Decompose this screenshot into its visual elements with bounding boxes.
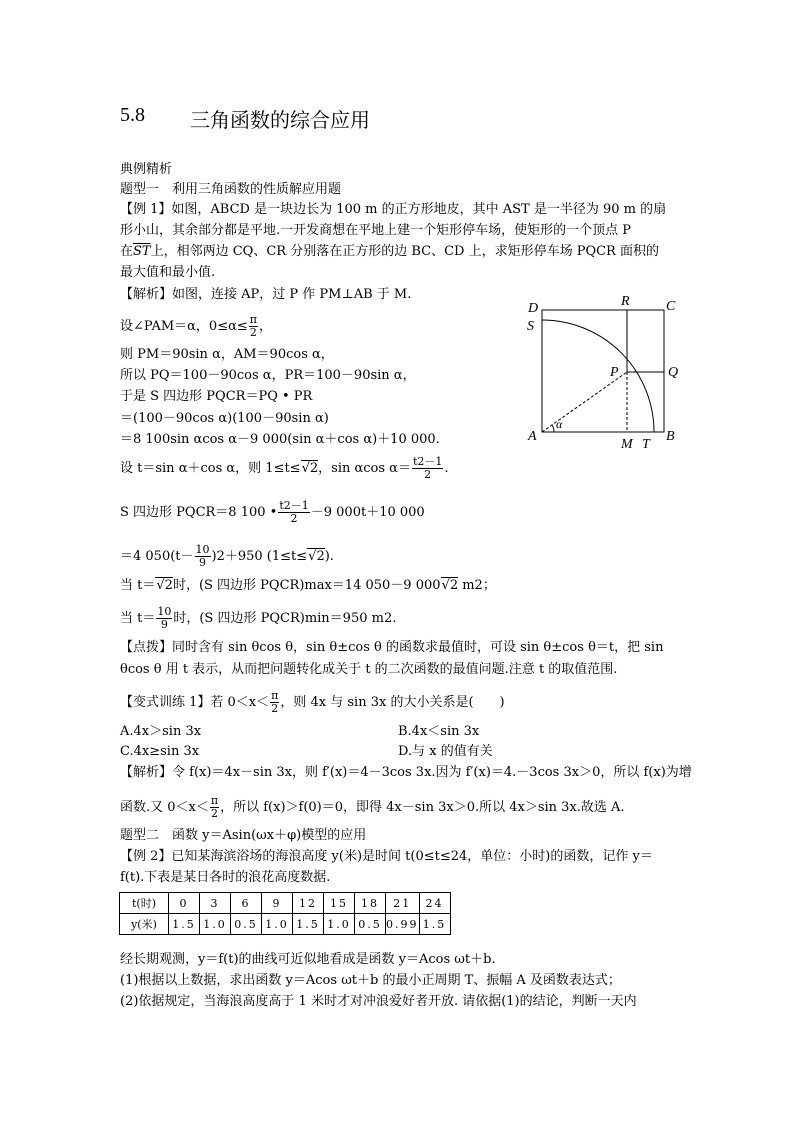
table-header-time: t(时): [120, 893, 169, 914]
square-sector-figure: [520, 292, 690, 454]
table-header-height: y(米): [120, 914, 169, 935]
option-b: B.4x＜sin 3x: [398, 724, 480, 739]
option-d: D.与 x 的值有关: [398, 744, 493, 759]
example-2-label: 【例 2】: [120, 849, 172, 864]
topic-two-title: 题型二 函数 y＝Asin(ωx＋φ)模型的应用: [120, 828, 367, 843]
tail-line-2: (1)根据以上数据，求出函数 y＝Acos ωt＋b 的最小正周期 T、振幅 A 及函数表达式；: [120, 973, 621, 988]
sqrt-2: √2: [301, 461, 319, 476]
label-p: P: [610, 365, 619, 380]
topic-one-title: 题型一 利用三角函数的性质解应用题: [120, 182, 342, 197]
solution-1-line-5: 于是 S 四边形 PQCR＝PQ • PR: [120, 389, 313, 404]
rectangle-pqcr: [627, 310, 664, 372]
label-b: B: [666, 429, 675, 444]
solution-2-line-2: 函数.又 0＜x＜ $\frac{\pi}{2}$ ，所以 f(x)＞f(0)＝0，即得 4x－sin 3x＞0.所以 4x＞sin 3x.故选 A.: [120, 794, 625, 820]
variant-1-label: 【变式训练 1】: [120, 695, 211, 710]
solution-1-line-4: 所以 PQ＝100－90cos α，PR＝100－90sin α，: [120, 368, 416, 383]
solution-1-line-7: ＝8 100sin αcos α－9 000(sin α＋cos α)＋10 000.: [120, 432, 440, 447]
solution-2-label: 【解析】: [120, 765, 173, 780]
wave-height-table: [119, 892, 451, 935]
section-number: 5.8: [120, 104, 145, 126]
label-alpha: α: [556, 417, 563, 431]
example-2-line-2: f(t).下表是某日各时的浪花高度数据.: [120, 870, 331, 885]
solution-2-line-1: 【解析】令 f(x)＝4x－sin 3x，则 f′(x)＝4－3cos 3x.因为 f′(x)＝4.－3cos 3x＞0，所以 f(x)为增: [120, 765, 692, 780]
section-title: 三角函数的综合应用: [190, 108, 370, 132]
sector-arc: [542, 320, 654, 432]
solution-1-line-10: ＝4 050(t－ $\frac{10}{9}$ )2＋950 (1≤t≤√2).: [120, 543, 334, 569]
example-2-line-1: 【例 2】已知某海滨浴场的海浪高度 y(米)是时间 t(0≤t≤24，单位：小时)的函数，记作 y＝: [120, 849, 653, 864]
arc-st: $\overline{ST}$: [133, 244, 151, 259]
example-1-line-2: 形小山，其余部分都是平地.一开发商想在平地上建一个矩形停车场，使矩形的一个顶点 P: [120, 223, 632, 238]
variant-1-stem: 【变式训练 1】若 0＜x＜ $\frac{\pi}{2}$ ，则 4x 与 sin 3x 的大小关系是( ): [120, 689, 505, 715]
tail-line-3: (2)依据规定，当海浪高度高于 1 米时才对冲浪爱好者开放. 请依据(1)的结论，判断一天内: [120, 994, 637, 1009]
label-d: D: [528, 301, 539, 316]
example-1-line-4: 最大值和最小值.: [120, 265, 216, 280]
solution-1-line-2: 设∠PAM＝α，0≤α≤ $\frac{\pi}{2}$ ，: [120, 313, 273, 339]
table-row: t(时) 0 3 6 9 12 15 18 21 24: [120, 893, 451, 914]
option-c: C.4x≥sin 3x: [120, 744, 200, 759]
fraction-10-over-9: $\frac{10}{9}$: [195, 543, 210, 569]
tip-label: 【点拨】: [120, 640, 173, 655]
tip-line-1: 【点拨】同时含有 sin θcos θ，sin θ±cos θ 的函数求最值时，可设 sin θ±cos θ＝t，把 sin: [120, 640, 664, 655]
heading-examples: 典例精析: [120, 162, 173, 177]
fraction-pi-over-2: $\frac{\pi}{2}$: [249, 313, 257, 339]
label-t: T: [642, 437, 650, 452]
solution-1-line-9: S 四边形 PQCR＝8 100 • $\frac{t2-1}{2}$ －9 000t＋10 000: [120, 499, 425, 525]
solution-1-label: 【解析】: [120, 287, 173, 302]
tip-line-2: θcos θ 用 t 表示，从而把问题转化成关于 t 的二次函数的最值问题.注意 t 的取值范围.: [120, 662, 618, 677]
fraction-t2m1-over-2-b: $\frac{t2-1}{2}$: [279, 499, 309, 525]
solution-1-line-6: ＝(100－90cos α)(100－90sin α): [120, 411, 329, 426]
table-row: y(米) 1.5 1.0 0.5 1.0 1.5 1.0 0.5 0.99 1.5: [120, 914, 451, 935]
fraction-t2m1-over-2: $\frac{t2-1}{2}$: [412, 455, 443, 481]
label-m: M: [621, 437, 633, 452]
example-1-label: 【例 1】: [120, 202, 172, 217]
label-s: S: [527, 319, 534, 334]
option-a: A.4x＞sin 3x: [120, 724, 202, 739]
solution-1-line-12: 当 t＝ $\frac{10}{9}$ 时，(S 四边形 PQCR)min＝950 m2.: [120, 605, 397, 631]
solution-1-line-11: 当 t＝√2时，(S 四边形 PQCR)max＝14 050－9 000√2 m2；: [120, 578, 496, 593]
segment-ap: [542, 372, 627, 432]
label-r: R: [621, 294, 630, 309]
label-c: C: [666, 299, 676, 314]
solution-1-line-8: 设 t＝sin α＋cos α，则 1≤t≤√2，sin αcos α＝ $\frac{t2-1}{2}$ .: [120, 455, 449, 481]
angle-alpha-arc: [552, 425, 554, 432]
example-1-line-1: 【例 1】如图，ABCD 是一块边长为 100 m 的正方形地皮，其中 AST 是一半径为 90 m 的扇: [120, 202, 667, 217]
fraction-10-over-9-b: $\frac{10}{9}$: [157, 605, 172, 631]
label-q: Q: [668, 365, 679, 380]
label-a: A: [528, 429, 537, 444]
solution-1-line-3: 则 PM＝90sin α，AM＝90cos α，: [120, 347, 334, 362]
solution-1-line-1: 【解析】如图，连接 AP，过 P 作 PM⊥AB 于 M.: [120, 287, 412, 302]
example-1-line-3: 在$\overline{ST}$上，相邻两边 CQ、CR 分别落在正方形的边 BC、CD 上，求矩形停车场 PQCR 面积的: [120, 244, 659, 259]
square-abcd: [542, 310, 664, 432]
tail-line-1: 经长期观测，y＝f(t)的曲线可近似地看成是函数 y＝Acos ωt＋b.: [120, 952, 496, 967]
